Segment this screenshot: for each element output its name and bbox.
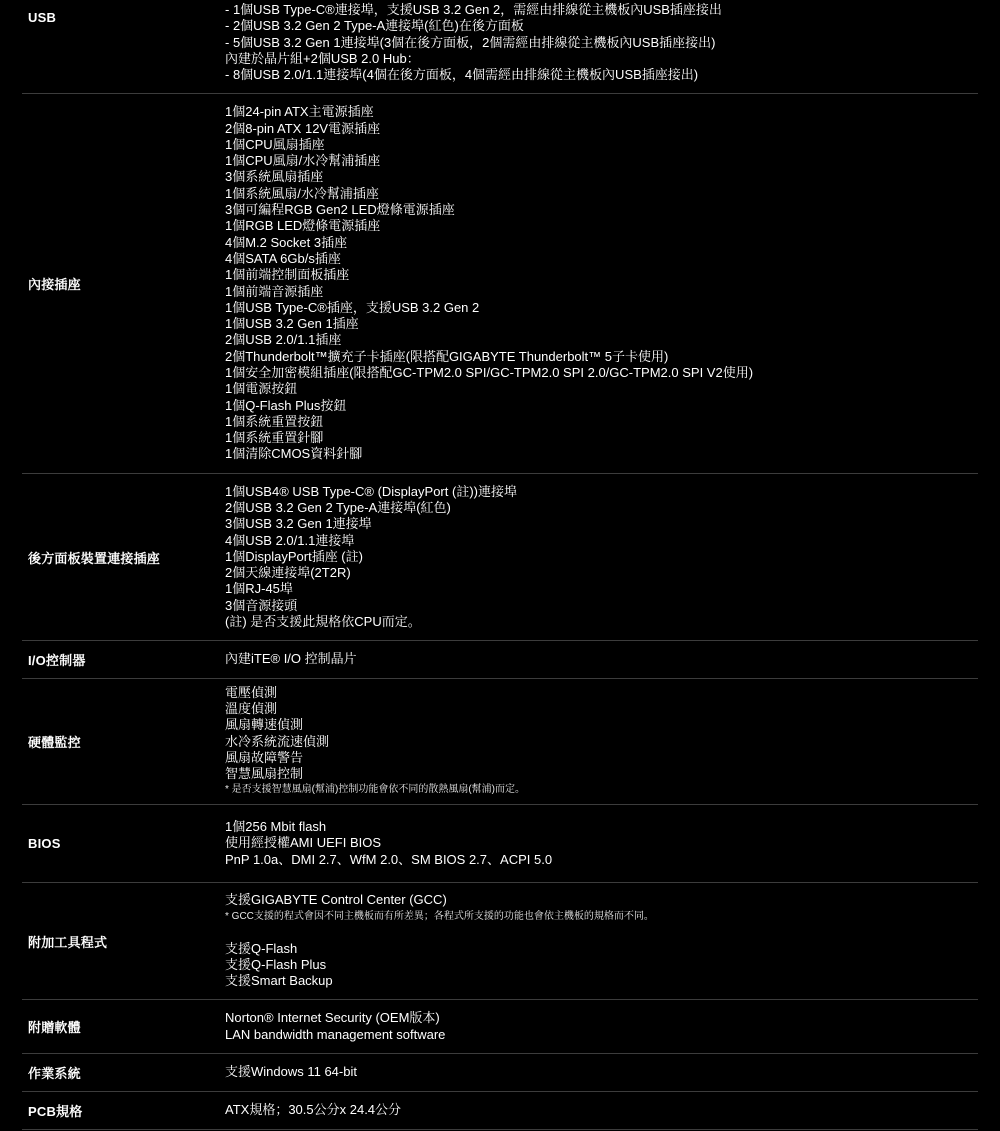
spec-line: 內建iTE® I/O 控制晶片 xyxy=(225,651,357,667)
spec-line: 支援Windows 11 64-bit xyxy=(225,1064,357,1080)
spec-line: 智慧風扇控制 xyxy=(225,766,304,782)
spec-line: 1個清除CMOS資料針腳 xyxy=(225,446,363,462)
spec-line: 1個Q-Flash Plus按鈕 xyxy=(225,397,347,413)
spec-line: 2個USB 3.2 Gen 2 Type-A連接埠(紅色) xyxy=(225,499,451,515)
spec-value-bios xyxy=(225,819,978,868)
spec-line: 風扇故障警告 xyxy=(225,749,304,765)
spec-line: 電壓偵測 xyxy=(225,684,278,700)
spec-line: 3個USB 3.2 Gen 1連接埠 xyxy=(225,516,372,532)
spec-value-operating-system xyxy=(225,1064,978,1080)
spec-line: 支援Smart Backup xyxy=(225,973,333,989)
spec-line: - 2個USB 3.2 Gen 2 Type-A連接埠(紅色)在後方面板 xyxy=(225,18,524,34)
spec-label-form-factor: PCB規格 xyxy=(28,1104,83,1119)
spec-line: 1個電源按鈕 xyxy=(225,381,298,397)
spec-note: * GCC支援的程式會因不同主機板而有所差異；各程式所支援的功能也會依主機板的規格而不同。 xyxy=(225,910,654,922)
spec-line: 4個SATA 6Gb/s插座 xyxy=(225,250,341,266)
spec-line: 支援Q-Flash Plus xyxy=(225,957,327,972)
spec-row-hardware-monitor xyxy=(22,679,978,805)
spec-line: 支援GIGABYTE Control Center (GCC) xyxy=(225,892,447,908)
spec-line: 1個CPU風扇/水冷幫浦插座 xyxy=(225,153,381,169)
spec-line: 3個系統風扇插座 xyxy=(225,169,324,185)
spec-line: 支援Q-Flash xyxy=(225,940,298,956)
spec-line: 2個USB 2.0/1.1插座 xyxy=(225,332,342,348)
spec-value-hardware-monitor xyxy=(225,685,978,799)
spec-line: - 8個USB 2.0/1.1連接埠(4個在後方面板，4個需經由排線從主機板內USB插座接出) xyxy=(225,67,699,83)
spec-line: 1個RJ-45埠 xyxy=(225,581,293,597)
spec-row-bundled-software xyxy=(22,1000,978,1054)
spec-value-utilities xyxy=(225,892,978,989)
spec-line: 3個可編程RGB Gen2 LED燈條電源插座 xyxy=(225,202,455,218)
spec-row-internal-connectors xyxy=(22,94,978,474)
spec-row-operating-system xyxy=(22,1054,978,1092)
spec-line: LAN bandwidth management software xyxy=(225,1026,446,1042)
spec-line: - 5個USB 3.2 Gen 1連接埠(3個在後方面板，2個需經由排線從主機板內USB插座接出) xyxy=(225,34,716,50)
spec-row-rear-panel xyxy=(22,474,978,641)
spec-line: 1個安全加密模組插座(限搭配GC-TPM2.0 SPI/GC-TPM2.0 SPI 2.0/GC-TPM2.0 SPI V2使用) xyxy=(225,364,754,380)
spec-note: * 是否支援智慧風扇(幫浦)控制功能會依不同的散熱風扇(幫浦)而定。 xyxy=(225,784,525,796)
spacer xyxy=(225,925,978,941)
spec-line: 4個USB 2.0/1.1連接埠 xyxy=(225,532,355,548)
spec-line: 風扇轉速偵測 xyxy=(225,717,304,733)
spec-line: 3個音源接頭 xyxy=(225,597,298,613)
spec-line: - 1個USB Type-C®連接埠，支援USB 3.2 Gen 2，需經由排線從主機板內USB插座接出 xyxy=(225,2,722,17)
spec-value-internal-connectors xyxy=(225,104,978,463)
spec-line: 1個系統風扇/水冷幫浦插座 xyxy=(225,185,379,201)
spec-line: 4個M.2 Socket 3插座 xyxy=(225,234,348,250)
spec-label-usb: USB xyxy=(28,10,57,25)
spec-line: 1個前端音源插座 xyxy=(225,283,324,299)
spec-value-form-factor xyxy=(225,1102,978,1118)
spec-label-io-controller: I/O控制器 xyxy=(28,653,86,668)
spec-line: 1個DisplayPort插座 (註) xyxy=(225,548,363,564)
spec-line: 1個USB Type-C®插座，支援USB 3.2 Gen 2 xyxy=(225,299,480,315)
spec-line: Norton® Internet Security (OEM版本) xyxy=(225,1010,440,1026)
spec-line: 1個USB4® USB Type-C® (DisplayPort (註))連接埠 xyxy=(225,483,517,499)
spec-value-rear-panel xyxy=(225,484,978,631)
spec-row-io-controller xyxy=(22,641,978,679)
spec-label-bundled-software: 附贈軟體 xyxy=(28,1020,81,1035)
spec-line: 1個系統重置針腳 xyxy=(225,430,324,446)
spec-line: 1個CPU風扇插座 xyxy=(225,136,325,152)
spec-label-hardware-monitor: 硬體監控 xyxy=(28,735,81,750)
spec-line: ATX規格；30.5公分x 24.4公分 xyxy=(225,1102,402,1118)
spec-row-bios xyxy=(22,805,978,883)
spec-value-bundled-software xyxy=(225,1010,978,1043)
spec-line: 使用經授權AMI UEFI BIOS xyxy=(225,835,382,851)
spec-line: 1個USB 3.2 Gen 1插座 xyxy=(225,316,359,332)
spec-line: 水冷系統流速偵測 xyxy=(225,733,330,749)
spec-line: 1個256 Mbit flash xyxy=(225,819,327,835)
spec-line: 溫度偵測 xyxy=(225,700,278,716)
spec-line: 2個Thunderbolt™擴充子卡插座(限搭配GIGABYTE Thunderbolt™ 5子卡使用) xyxy=(225,348,669,364)
spec-table xyxy=(22,0,978,1130)
spec-line: 內建於晶片組+2個USB 2.0 Hub： xyxy=(225,50,420,66)
spec-row-form-factor xyxy=(22,1092,978,1130)
spec-line: 1個24-pin ATX主電源插座 xyxy=(225,104,374,120)
spec-line: 1個系統重置按鈕 xyxy=(225,413,324,429)
spec-value-io-controller xyxy=(225,651,978,667)
spec-label-utilities: 附加工具程式 xyxy=(28,934,108,950)
spec-line: 2個天線連接埠(2T2R) xyxy=(225,565,351,581)
spec-line: 1個前端控制面板插座 xyxy=(225,267,350,283)
spec-line: 2個8-pin ATX 12V電源插座 xyxy=(225,120,381,136)
spec-line: PnP 1.0a、DMI 2.7、WfM 2.0、SM BIOS 2.7、ACPI 5.0 xyxy=(225,851,553,867)
spec-label-rear-panel: 後方面板裝置連接插座 xyxy=(28,550,161,566)
spec-row-usb xyxy=(22,0,978,94)
spec-label-bios: BIOS xyxy=(28,836,61,851)
spec-line: (註) 是否支援此規格依CPU而定。 xyxy=(225,614,421,630)
spec-line: 1個RGB LED燈條電源插座 xyxy=(225,218,381,234)
spec-row-utilities xyxy=(22,883,978,1000)
spec-value-usb xyxy=(225,0,978,83)
spec-label-operating-system: 作業系統 xyxy=(28,1066,81,1081)
spec-label-internal-connectors: 內接插座 xyxy=(28,277,81,292)
